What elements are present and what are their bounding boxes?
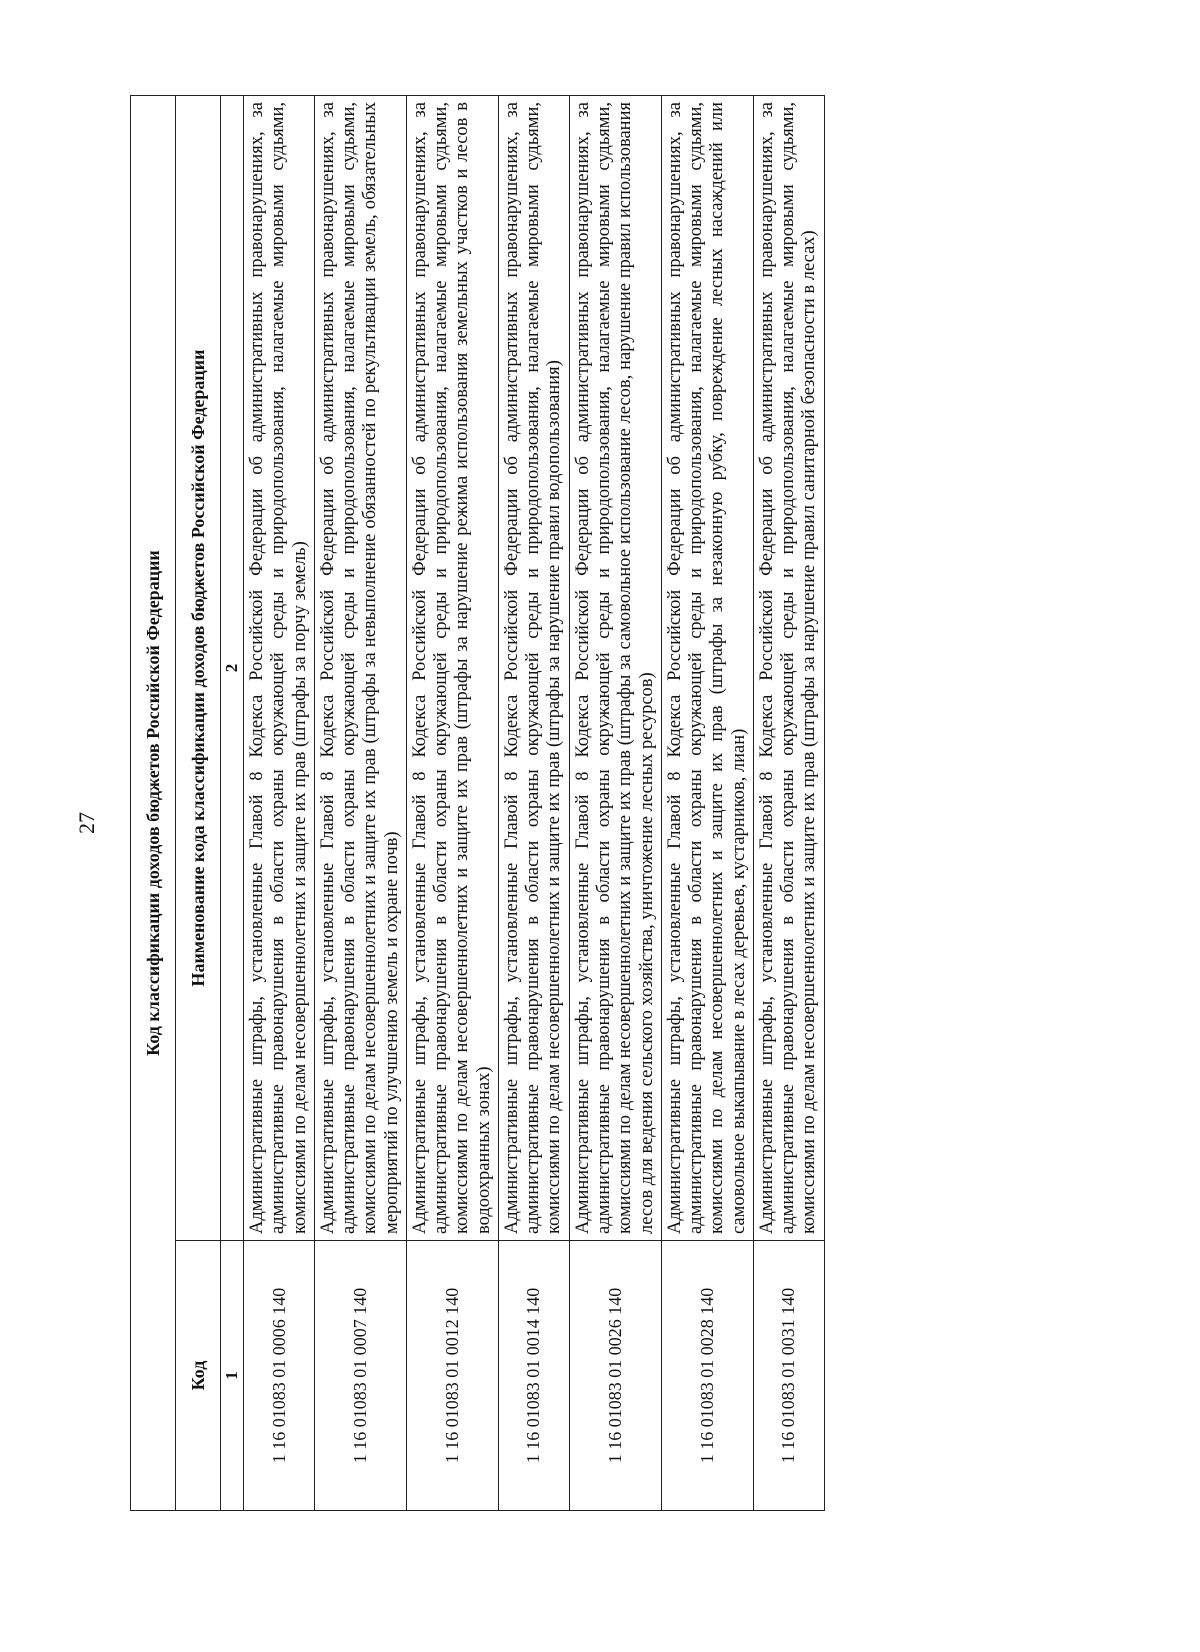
row-description: Административные штрафы, установленные Главой 8 Кодекса Российской Федерации об административных правонарушениях, за административные правонарушения в области охраны окружающей среды и природопользования, налагаемые мировыми судьями, комиссиями по делам несовершеннолетних и защите их прав (штрафы за нарушение правил водопользования) [498,96,569,1241]
table-row [753,96,824,1511]
row-description: Административные штрафы, установленные Главой 8 Кодекса Российской Федерации об административных правонарушениях, за административные правонарушения в области охраны окружающей среды и природопользования, налагаемые мировыми судьями, комиссиями по делам несовершеннолетних и защите их прав (штрафы за порчу земель) [244,96,315,1241]
table-row [314,96,406,1511]
row-code: 1 16 01083 01 0012 140 [406,1241,498,1511]
table-row [498,96,569,1511]
column-number-2: 2 [221,96,244,1241]
row-description: Административные штрафы, установленные Главой 8 Кодекса Российской Федерации об административных правонарушениях, за административные правонарушения в области охраны окружающей среды и природопользования, налагаемые мировыми судьями, комиссиями по делам несовершеннолетних и защите их прав (штрафы за самовольное использование лесов, нарушение правил использования лесов для ведения сельского хозяйства, уничтожение лесных ресурсов) [569,96,661,1241]
table-title: Код классификации доходов бюджетов Российской Федерации [131,96,176,1511]
row-description: Административные штрафы, установленные Главой 8 Кодекса Российской Федерации об административных правонарушениях, за административные правонарушения в области охраны окружающей среды и природопользования, налагаемые мировыми судьями, комиссиями по делам несовершеннолетних и защите их прав (штрафы за незаконную рубку, повреждение лесных насаждений или самовольное выкапывание в лесах деревьев, кустарников, лиан) [661,96,753,1241]
row-description: Административные штрафы, установленные Главой 8 Кодекса Российской Федерации об административных правонарушениях, за административные правонарушения в области охраны окружающей среды и природопользования, налагаемые мировыми судьями, комиссиями по делам несовершеннолетних и защите их прав (штрафы за нарушение режима использования земельных участков и лесов в водоохранных зонах) [406,96,498,1241]
column-header-code: Код [176,1241,221,1511]
budget-classification-table [130,95,825,1511]
column-header-name: Наименование кода классификации доходов бюджетов Российской Федерации [176,96,221,1241]
row-code: 1 16 01083 01 0031 140 [753,1241,824,1511]
row-code: 1 16 01083 01 0007 140 [314,1241,406,1511]
table-row [569,96,661,1511]
table-row [661,96,753,1511]
row-code: 1 16 01083 01 0014 140 [498,1241,569,1511]
page-number: 27 [74,812,99,834]
rotated-table-wrapper [130,95,825,1511]
table-row [406,96,498,1511]
table-row [244,96,315,1511]
column-number-1: 1 [221,1241,244,1511]
row-code: 1 16 01083 01 0026 140 [569,1241,661,1511]
row-code: 1 16 01083 01 0006 140 [244,1241,315,1511]
row-description: Административные штрафы, установленные Главой 8 Кодекса Российской Федерации об административных правонарушениях, за административные правонарушения в области охраны окружающей среды и природопользования, налагаемые мировыми судьями, комиссиями по делам несовершеннолетних и защите их прав (штрафы за нарушение правил санитарной безопасности в лесах) [753,96,824,1241]
row-description: Административные штрафы, установленные Главой 8 Кодекса Российской Федерации об административных правонарушениях, за административные правонарушения в области охраны окружающей среды и природопользования, налагаемые мировыми судьями, комиссиями по делам несовершеннолетних и защите их прав (штрафы за невыполнение обязанностей по рекультивации земель, обязательных мероприятий по улучшению земель и охране почв) [314,96,406,1241]
row-code: 1 16 01083 01 0028 140 [661,1241,753,1511]
